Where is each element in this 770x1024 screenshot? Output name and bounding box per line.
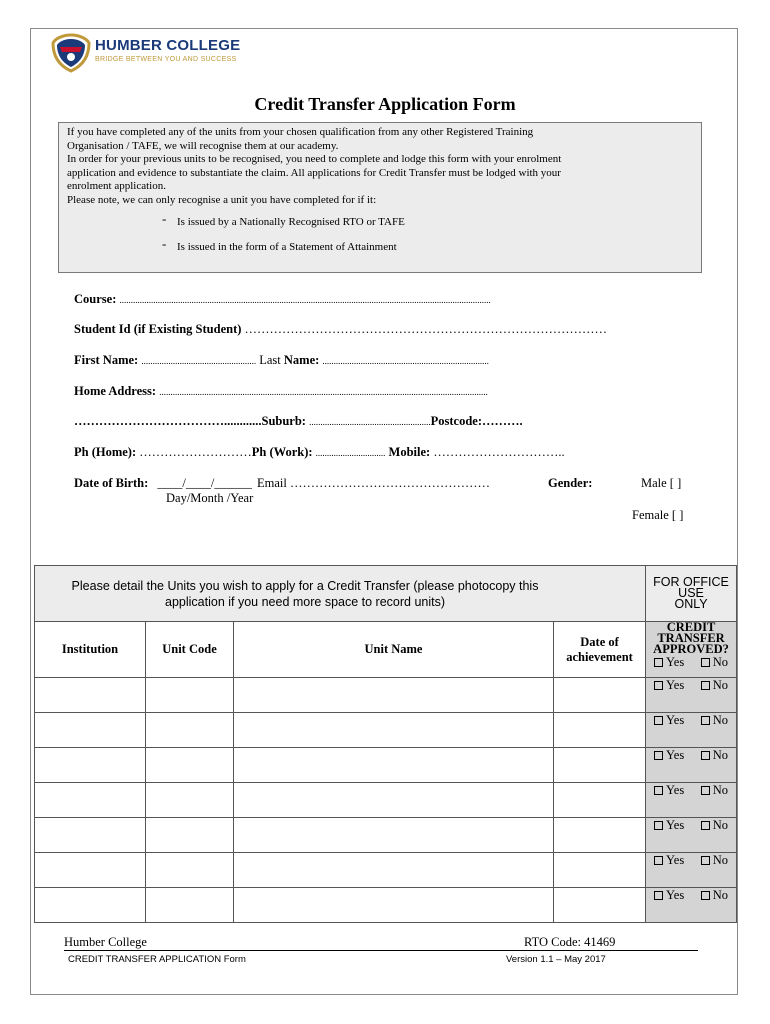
student-id-blank[interactable]: …………………………………………………………………………… [244,322,608,336]
postcode-blank[interactable]: ………. [481,414,523,428]
yes-label: Yes [666,783,685,797]
intro-line: application and evidence to substantiate the claim. All applications for Credit Transfer must be lodged with your [67,166,561,179]
unit-code-cell[interactable] [146,713,234,748]
checkbox-icon [701,786,710,795]
date-cell[interactable] [554,748,646,783]
female-option[interactable]: Female [ ] [632,508,684,522]
no-label: No [712,655,729,669]
col-date-of-achievement: Date of achievement [554,622,646,678]
unit-code-cell[interactable] [146,853,234,888]
date-cell[interactable] [554,678,646,713]
unit-code-cell[interactable] [146,818,234,853]
yes-label: Yes [666,818,685,832]
yes-checkbox[interactable] [654,818,684,833]
institution-cell[interactable] [35,888,146,923]
institution-cell[interactable] [35,748,146,783]
institution-cell[interactable] [35,853,146,888]
requirement-list [67,210,691,265]
footer-form-name: CREDIT TRANSFER APPLICATION Form [68,954,246,965]
first-name-label: First Name: [74,353,139,367]
institution-cell[interactable] [35,713,146,748]
approval-cell [646,853,737,888]
ph-work-blank[interactable]: ............................... [315,448,386,458]
phone-field-row [74,445,565,460]
table-row [35,818,737,853]
date-cell[interactable] [554,713,646,748]
last-name-prefix: Last [259,353,281,367]
postcode-label: Postcode: [430,414,482,428]
email-label: Email [257,476,287,490]
no-checkbox[interactable] [701,657,728,668]
unit-name-cell[interactable] [234,818,554,853]
no-label: No [712,888,729,902]
checkbox-icon [701,681,710,690]
shield-icon [50,33,92,73]
yes-checkbox[interactable] [654,678,684,693]
no-checkbox[interactable] [701,783,728,798]
yes-label: Yes [666,678,685,692]
dob-label: Date of Birth: [74,476,149,490]
checkbox-icon [701,891,710,900]
requirement-item [67,235,691,265]
course-blank[interactable]: ..................................................................................................................................................................... [119,295,491,305]
yes-label: Yes [666,748,685,762]
institution-cell[interactable] [35,818,146,853]
checkbox-icon [654,786,663,795]
col-credit-approved [646,622,737,678]
checkbox-icon [654,821,663,830]
office-use-label [646,566,737,622]
requirement-text: Is issued by a Nationally Recognised RTO or TAFE [177,215,405,228]
yes-checkbox[interactable] [654,713,684,728]
table-row [35,678,737,713]
credit-head-line: CREDIT [666,620,716,634]
intro-box [58,122,702,273]
requirement-text: Is issued in the form of a Statement of Attainment [177,240,397,253]
col-unit-code: Unit Code [146,622,234,678]
footer-rto-code: RTO Code: 41469 [524,935,616,949]
table-row [35,888,737,923]
first-name-blank[interactable]: ................................................... [141,356,257,366]
approval-cell [646,818,737,853]
table-row [35,748,737,783]
course-field[interactable] [74,292,491,307]
footer-college: Humber College [64,935,147,949]
date-cell[interactable] [554,783,646,818]
unit-code-cell[interactable] [146,678,234,713]
address-line2-blank[interactable]: ………………………………............ [74,414,262,428]
units-table [34,565,736,923]
no-checkbox[interactable] [701,713,728,728]
yes-checkbox[interactable] [654,748,684,763]
unit-name-cell[interactable] [234,853,554,888]
no-label: No [712,678,729,692]
gender-label [548,476,592,491]
no-checkbox[interactable] [701,748,728,763]
checkbox-icon [701,658,710,667]
no-checkbox[interactable] [701,888,728,903]
last-name-blank[interactable]: .......................................................................... [322,356,489,366]
credit-head-line: APPROVED? [653,642,729,656]
last-name-label: Name: [283,353,320,367]
table-row [35,713,737,748]
unit-rows [35,678,737,923]
student-id-field[interactable] [74,322,607,337]
checkbox-icon [654,716,663,725]
no-label: No [712,818,729,832]
credit-head-line: TRANSFER [657,631,725,645]
table-row [35,783,737,818]
gender-label-text: Gender: [548,476,593,490]
no-checkbox[interactable] [701,678,728,693]
home-address-label: Home Address: [74,384,157,398]
intro-line: If you have completed any of the units from your chosen qualification from any other Registered Training [67,126,534,138]
no-label: No [712,853,729,867]
name-field-row [74,353,489,368]
no-checkbox[interactable] [701,853,728,868]
approval-cell [646,678,737,713]
suburb-blank[interactable]: ...................................................... [309,417,431,427]
checkbox-icon [654,681,663,690]
logo-tagline: BRIDGE BETWEEN YOU AND SUCCESS [95,56,237,63]
course-label: Course: [74,292,117,306]
checkbox-icon [701,856,710,865]
dob-field-row [74,476,490,491]
col-institution: Institution [35,622,146,678]
checkbox-icon [701,751,710,760]
unit-name-cell[interactable] [234,678,554,713]
suburb-field-row [74,414,523,429]
intro-line: enrolment application. [67,180,166,193]
footer-divider [64,950,698,951]
dob-blank[interactable]: ____/____/______ [157,476,252,490]
unit-name-cell[interactable] [234,783,554,818]
male-option[interactable]: Male [ ] [641,476,682,490]
yes-label: Yes [666,713,685,727]
institution-cell[interactable] [35,678,146,713]
intro-line: Organisation / TAFE, we will recognise them at our academy. [67,139,339,152]
date-cell[interactable] [554,818,646,853]
approval-cell [646,783,737,818]
yes-label: Yes [666,655,685,669]
units-instruction: Please detail the Units you wish to apply for a Credit Transfer (please photocopy this application if you need more space to record units) [35,566,646,622]
checkbox-icon [701,821,710,830]
unit-code-cell[interactable] [146,748,234,783]
approval-cell [646,713,737,748]
yes-checkbox[interactable] [654,853,684,868]
checkbox-icon [654,751,663,760]
home-address-field[interactable] [74,384,488,399]
no-checkbox[interactable] [701,818,728,833]
ph-work-label: Ph (Work): [251,445,313,459]
dob-format-hint: Day/Month /Year [166,491,254,505]
student-id-label: Student Id (if Existing Student) [74,322,242,336]
suburb-label: Suburb: [261,414,306,428]
mobile-blank[interactable]: ………………………….. [433,445,565,459]
institution-cell[interactable] [35,783,146,818]
yes-checkbox[interactable] [654,657,684,668]
page-title: Credit Transfer Application Form [254,94,516,114]
college-logo [50,33,250,73]
checkbox-icon [654,856,663,865]
logo-name: HUMBER COLLEGE [95,37,241,54]
home-address-blank[interactable]: .................................................................................................................................................. [159,387,488,397]
office-use-line: ONLY [674,597,708,611]
yes-label: Yes [666,853,685,867]
no-label: No [712,783,729,797]
requirement-item [67,210,691,240]
col-unit-name: Unit Name [234,622,554,678]
no-label: No [712,713,729,727]
unit-name-cell[interactable] [234,888,554,923]
ph-home-blank[interactable]: ……………………… [139,445,252,459]
unit-code-cell[interactable] [146,783,234,818]
intro-line: Please note, we can only recognise a unit you have completed for if it: [67,193,377,206]
unit-code-cell[interactable] [146,888,234,923]
footer-version: Version 1.1 – May 2017 [506,954,606,965]
bullet-mark: - [162,210,167,226]
checkbox-icon [654,891,663,900]
unit-name-cell[interactable] [234,713,554,748]
unit-name-cell[interactable] [234,748,554,783]
ph-home-label: Ph (Home): [74,445,137,459]
checkbox-icon [701,716,710,725]
approval-cell [646,888,737,923]
office-use-line: FOR OFFICE [653,575,729,589]
table-row [35,853,737,888]
office-use-line: USE [678,586,704,600]
no-label: No [712,748,729,762]
mobile-label: Mobile: [388,445,431,459]
checkbox-icon [654,658,663,667]
bullet-mark: - [162,235,167,251]
approval-cell [646,748,737,783]
email-blank[interactable]: ………………………………………… [289,476,490,490]
yes-label: Yes [666,888,685,902]
yes-checkbox[interactable] [654,783,684,798]
intro-line: In order for your previous units to be recognised, you need to complete and lodge this form with your enrolment [67,153,562,166]
yes-checkbox[interactable] [654,888,684,903]
date-cell[interactable] [554,888,646,923]
date-cell[interactable] [554,853,646,888]
